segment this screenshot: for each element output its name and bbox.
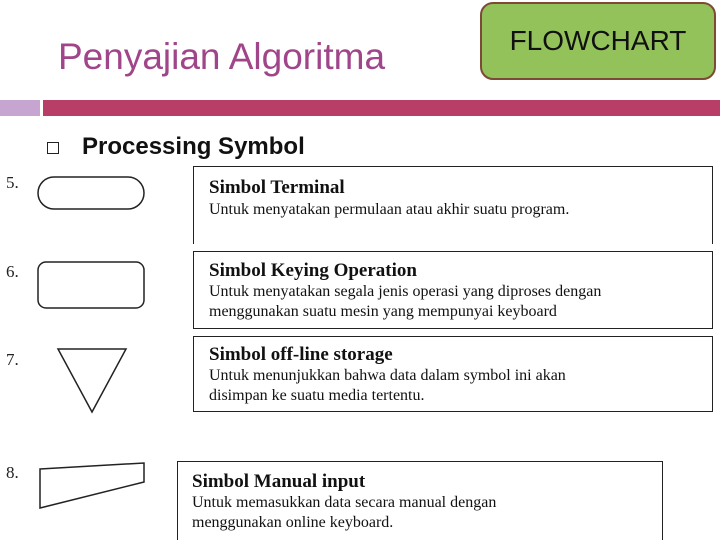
item-description-7-line1: Untuk menunjukkan bahwa data dalam symbol ini akan	[209, 367, 566, 384]
accent-bar	[43, 100, 720, 116]
flowchart-badge: FLOWCHART	[480, 2, 716, 80]
item-title-7: Simbol off-line storage	[209, 344, 393, 365]
item-title-8: Simbol Manual input	[192, 471, 366, 492]
offline-storage-symbol-icon	[56, 346, 128, 416]
item-title-6: Simbol Keying Operation	[209, 260, 417, 281]
accent-bar-left	[0, 100, 40, 116]
slide-title: Penyajian Algoritma	[58, 36, 386, 77]
section-heading: Processing Symbol	[82, 133, 305, 160]
item-description-7-line2: disimpan ke suatu media tertentu.	[209, 387, 425, 404]
item-title-5: Simbol Terminal	[209, 177, 345, 198]
item-description-6-line2: menggunakan suatu mesin yang mempunyai keyboard	[209, 303, 557, 320]
item-description-6-line1: Untuk menyatakan segala jenis operasi yang diproses dengan	[209, 283, 602, 300]
manual-input-description-box	[177, 461, 663, 540]
item-description-5: Untuk menyatakan permulaan atau akhir suatu program.	[209, 201, 570, 218]
keying-operation-symbol-icon	[36, 260, 148, 312]
terminal-description-box	[193, 166, 713, 244]
item-number-8: 8.	[6, 463, 19, 482]
item-number-6: 6.	[6, 262, 19, 281]
manual-input-symbol-icon	[38, 460, 148, 512]
item-description-8-line2: menggunakan online keyboard.	[192, 514, 394, 531]
keying-operation-description-box	[193, 251, 713, 329]
item-description-8-line1: Untuk memasukkan data secara manual dengan	[192, 494, 497, 511]
item-number-7: 7.	[6, 350, 19, 369]
item-number-5: 5.	[6, 173, 19, 192]
terminal-symbol-icon	[36, 175, 148, 213]
bullet-icon	[47, 142, 59, 154]
offline-storage-description-box	[193, 336, 713, 412]
